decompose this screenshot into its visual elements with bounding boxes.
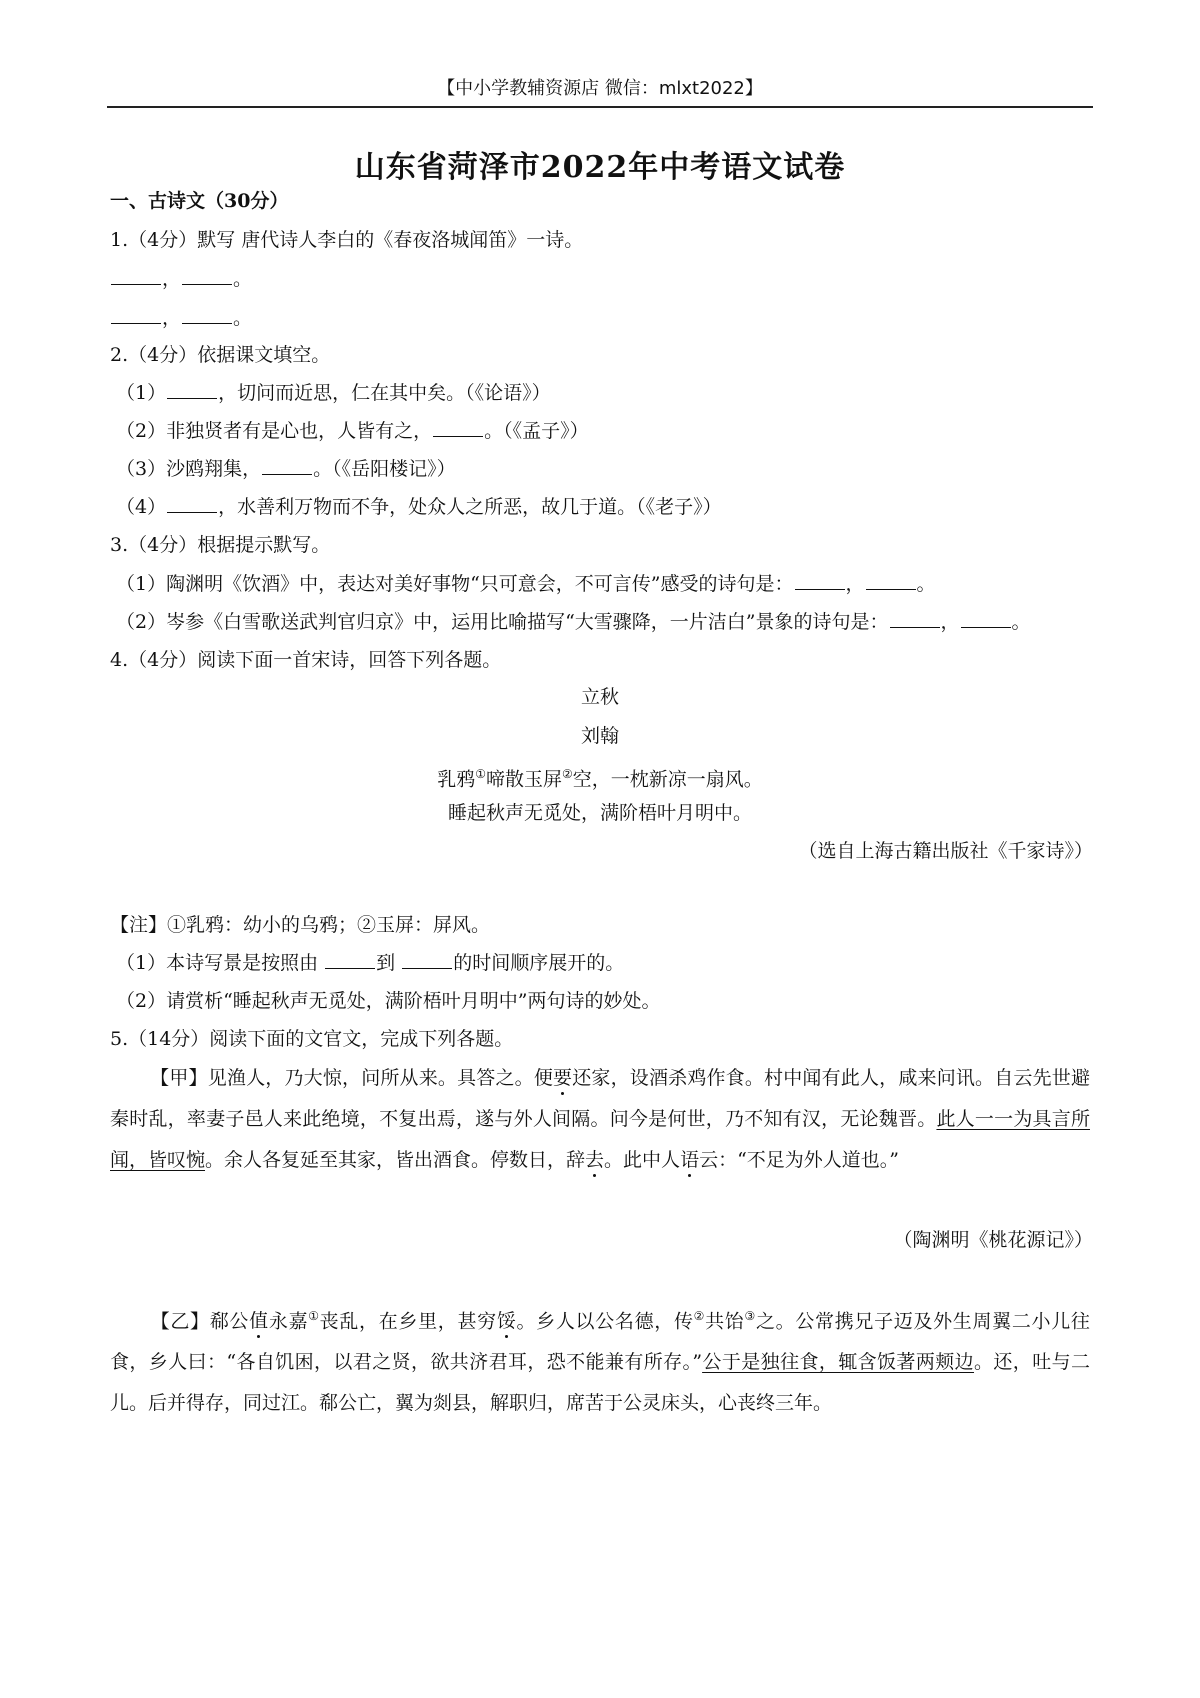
answer-blank[interactable] xyxy=(262,456,312,475)
footnote-mark: ③ xyxy=(744,1309,756,1323)
answer-blank[interactable] xyxy=(182,266,232,285)
footnote-mark: ① xyxy=(308,1309,320,1323)
q2-item-2: （2）非独贤者有是心也，人皆有之， 。（《孟子》） xyxy=(116,420,589,442)
dotted-word: 去 xyxy=(585,1149,605,1171)
footnote-mark: ② xyxy=(693,1309,706,1323)
q2-item-3: （3）沙鸥翔集， 。（《岳阳楼记》） xyxy=(116,458,456,480)
passage-jia-source: （陶渊明《桃花源记》） xyxy=(893,1229,1093,1251)
answer-blank[interactable] xyxy=(866,571,916,590)
dotted-word: 馁 xyxy=(496,1310,517,1333)
answer-blank[interactable] xyxy=(167,494,217,513)
q4-sub-2: （2）请赏析“睡起秋声无觅处，满阶梧叶月明中”两句诗的妙处。 xyxy=(116,990,661,1012)
answer-blank[interactable] xyxy=(182,305,232,324)
answer-blank[interactable] xyxy=(961,609,1011,628)
answer-blank[interactable] xyxy=(111,305,161,324)
q1-answer-line-2: ， 。 xyxy=(110,303,252,333)
q5-stem: 5.（14分）阅读下面的文官文，完成下列各题。 xyxy=(110,1028,514,1050)
page-header: 【中小学教辅资源店 微信：mlxt2022】 xyxy=(437,78,763,99)
underlined-sentence: 公于是独往食，辄含饭著两颊边 xyxy=(702,1351,975,1374)
q1-stem: 1.（4分）默写 唐代诗人李白的《春夜洛城闻笛》一诗。 xyxy=(110,229,584,251)
q4-sub-1: （1）本诗写景是按照由 到 的时间顺序展开的。 xyxy=(116,952,625,974)
q3-item-1: （1）陶渊明《饮酒》中，表达对美好事物“只可意会，不可言传”感受的诗句是： ， 。 xyxy=(116,573,936,595)
section-heading: 一、古诗文（30分） xyxy=(110,190,289,212)
answer-blank[interactable] xyxy=(111,266,161,285)
poem-line-1: 乳鸦①啼散玉屏②空，一枕新凉一扇风。 xyxy=(437,767,763,791)
poem-note: 【注】①乳鸦：幼小的乌鸦；②玉屏：屏风。 xyxy=(110,914,491,936)
underlined-sentence: 此人一一为具言所闻，皆叹惋 xyxy=(110,1108,1090,1171)
q2-stem: 2.（4分）依据课文填空。 xyxy=(110,344,331,366)
answer-blank[interactable] xyxy=(795,571,845,590)
answer-blank[interactable] xyxy=(890,609,940,628)
q3-stem: 3.（4分）根据提示默写。 xyxy=(110,534,331,556)
q2-item-1: （1） ，切问而近思，仁在其中矣。（《论语》） xyxy=(116,382,551,404)
answer-blank[interactable] xyxy=(325,950,375,969)
q1-answer-line-1: ， 。 xyxy=(110,264,252,294)
footnote-mark: ② xyxy=(562,767,573,781)
footnote-mark: ① xyxy=(475,767,486,781)
page-title: 山东省菏泽市2022年中考语文试卷 xyxy=(354,150,846,185)
header-divider xyxy=(107,106,1093,108)
answer-blank[interactable] xyxy=(433,418,483,437)
poem-title: 立秋 xyxy=(580,686,619,708)
answer-blank[interactable] xyxy=(402,950,452,969)
answer-blank[interactable] xyxy=(167,380,217,399)
dotted-word: 值 xyxy=(249,1310,269,1333)
q2-item-4: （4） ，水善利万物而不争，处众人之所恶，故几于道。（《老子》） xyxy=(116,496,722,518)
poem-source: （选自上海古籍出版社《千家诗》） xyxy=(798,840,1093,862)
q3-item-2: （2）岑参《白雪歌送武判官归京》中，运用比喻描写“大雪骤降，一片洁白”景象的诗句是： ， 。 xyxy=(116,611,1031,633)
q4-stem: 4.（4分）阅读下面一首宋诗，回答下列各题。 xyxy=(110,649,502,671)
poem-line-2: 睡起秋声无觅处，满阶梧叶月明中。 xyxy=(447,802,752,824)
dotted-word: 语 xyxy=(680,1149,700,1171)
poem-author: 刘翰 xyxy=(580,725,619,747)
passage-jia: 【甲】见渔人，乃大惊，问所从来。具答之。便要还家，设酒杀鸡作食。村中闻有此人，咸来问讯。自云先世避秦时乱，率妻子邑人来此绝境，不复出焉，遂与外人间隔。问今是何世，乃不知有汉，无论魏晋。此人一一为具言所闻，皆叹惋。余人各复延至其家，皆出酒食。停数日，辞去。此中人语云：“不足为外人道也。” xyxy=(110,1067,1090,1171)
dotted-word: 要 xyxy=(553,1067,573,1089)
passage-yi: 【乙】郗公值永嘉①丧乱，在乡里，甚穷馁。乡人以公名德，传②共饴③之。公常携兄子迈及外生周翼二小儿往食，乡人曰：“各自饥困，以君之贤，欲共济君耳，恐不能兼有所存。”公于是独往食，辄含饭著两颊边。还，吐与二儿。后并得存，同过江。郗公亡，翼为剡县，解职归，席苦于公灵床头，心丧终三年。 xyxy=(110,1309,1090,1415)
